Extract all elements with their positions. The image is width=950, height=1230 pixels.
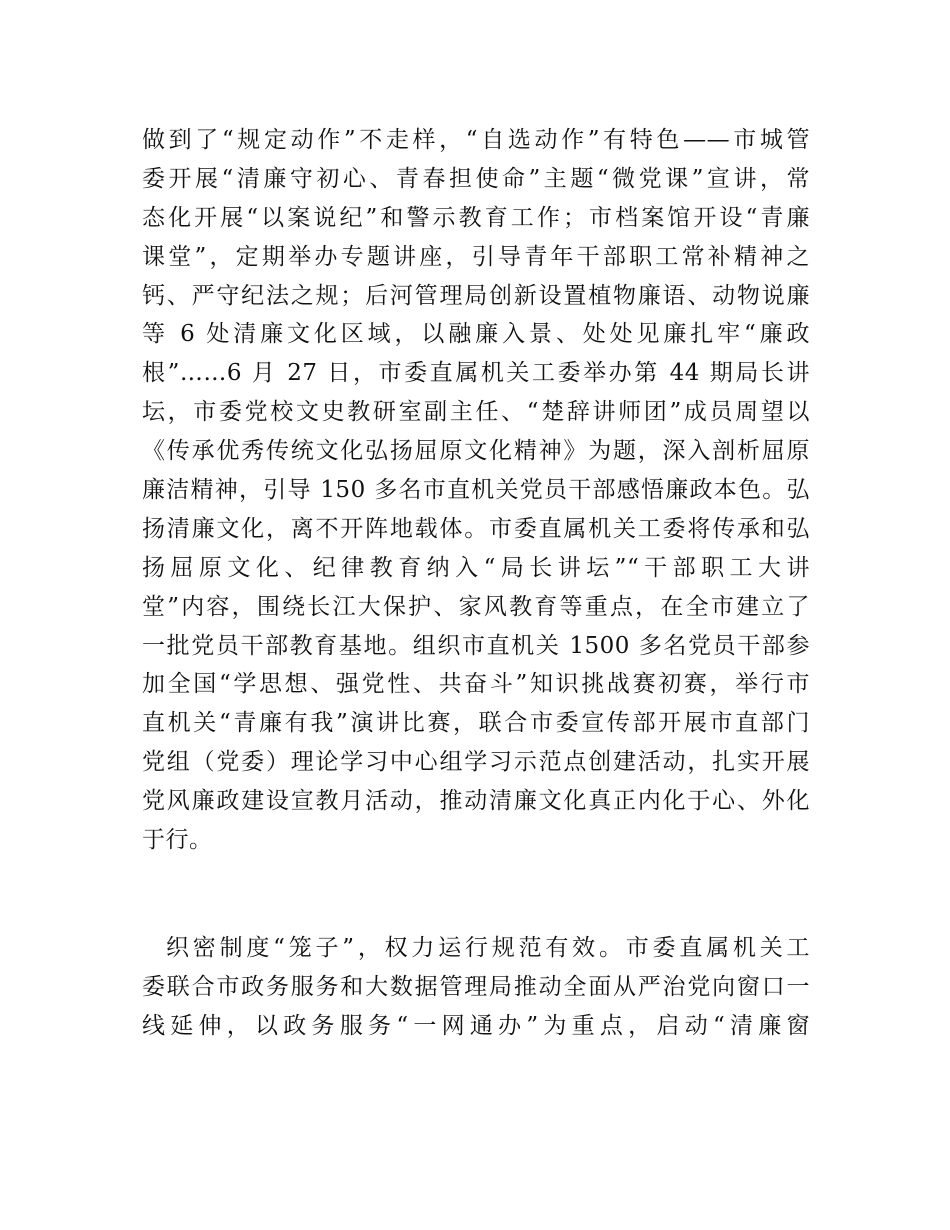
text-line: 线延伸，以政务服务“一网通办”为重点，启动“清廉窗: [142, 1012, 810, 1039]
text-line: 态化开展“以案说纪”和警示教育工作；市档案馆开设“青廉: [142, 204, 810, 231]
text-line: 廉洁精神，引导 150 多名市直机关党员干部感悟廉政本色。弘: [142, 477, 810, 504]
text-line: 堂”内容，围绕长江大保护、家风教育等重点，在全市建立了: [142, 593, 810, 620]
text-line: 扬清廉文化，离不开阵地载体。市委直属机关工委将传承和弘: [142, 515, 810, 542]
text-line: 《传承优秀传统文化弘扬屈原文化精神》为题，深入剖析屈原: [142, 438, 810, 465]
text-line: 委开展“清廉守初心、青春担使命”主题“微党课”宣讲，常: [142, 165, 810, 192]
text-line: 委联合市政务服务和大数据管理局推动全面从严治党向窗口一: [142, 973, 810, 1000]
text-line: 根”……6 月 27 日，市委直属机关工委举办第 44 期局长讲: [142, 360, 810, 387]
text-line: 扬屈原文化、纪律教育纳入“局长讲坛”“干部职工大讲: [142, 554, 810, 581]
text-line: 党风廉政建设宣教月活动，推动清廉文化真正内化于心、外化: [142, 788, 810, 815]
text-line: 一批党员干部教育基地。组织市直机关 1500 多名党员干部参: [142, 632, 810, 659]
text-line: 织密制度“笼子”，权力运行规范有效。市委直属机关工: [166, 935, 810, 961]
paragraph-1: [142, 121, 810, 860]
text-line: 党组（党委）理论学习中心组学习示范点创建活动，扎实开展: [142, 749, 810, 776]
text-line: 钙、严守纪法之规；后河管理局创新设置植物廉语、动物说廉: [142, 282, 810, 309]
text-line: 加全国“学思想、强党性、共奋斗”知识挑战赛初赛，举行市: [142, 671, 810, 698]
text-line: 做到了“规定动作”不走样，“自选动作”有特色——市城管: [142, 127, 810, 153]
paragraph-2: [142, 929, 810, 1046]
text-line: 坛，市委党校文史教研室副主任、“楚辞讲师团”成员周望以: [142, 399, 810, 426]
text-line: 于行。: [142, 827, 213, 854]
text-line: 等 6 处清廉文化区域，以融廉入景、处处见廉扎牢“廉政: [142, 321, 810, 348]
text-line: 直机关“青廉有我”演讲比赛，联合市委宣传部开展市直部门: [142, 710, 810, 737]
text-line: 课堂”，定期举办专题讲座，引导青年干部职工常补精神之: [142, 243, 810, 270]
